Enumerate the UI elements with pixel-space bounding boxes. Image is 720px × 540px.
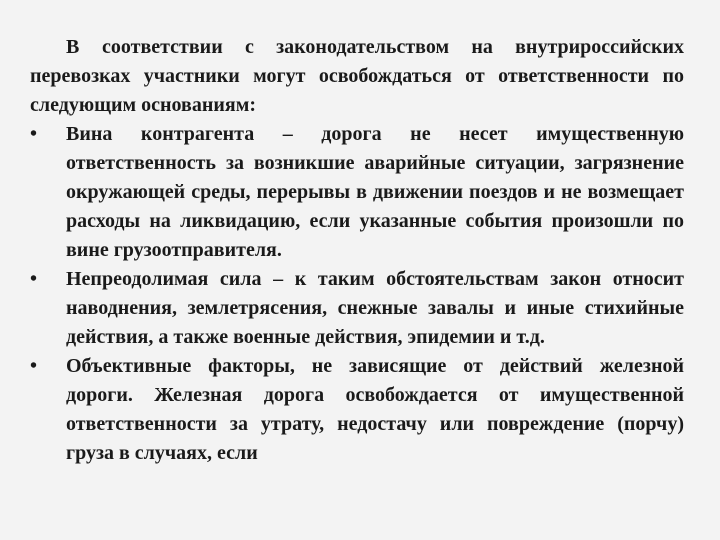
bullet-text-force-majeure: Непреодолимая сила – к таким обстоятельствам закон относит наводнения, землетрясения, снежные завалы и иные стихийные действия, а также военные действия, эпидемии и т.д. xyxy=(66,268,684,348)
intro-text: соответствии с законодательством на внутрироссийских перевозках участники могут освобождаться от ответственности по следующим основаниям: xyxy=(30,36,684,116)
bullet-marker: • xyxy=(30,355,38,377)
bullet-item-guilt xyxy=(30,120,684,265)
bullet-item-force-majeure xyxy=(30,265,684,352)
intro-first-word: В xyxy=(66,36,80,58)
bullet-text-objective-factors: Объективные факторы, не зависящие от действий железной дороги. Железная дорога освобождается от имущественной ответственности за утрату, недостачу или повреждение (порчу) груза в случаях, если xyxy=(66,355,684,464)
bullet-item-objective-factors xyxy=(30,352,684,468)
bullet-marker: • xyxy=(30,123,38,145)
bullet-text-guilt: Вина контрагента – дорога не несет имущественную ответственность за возникшие аварийные ситуации, загрязнение окружающей среды, перерывы в движении поездов и не возмещает расходы на ликвидацию, если указанные события произошли по вине грузоотправителя. xyxy=(66,123,684,261)
intro-paragraph xyxy=(30,33,684,120)
bullet-marker: • xyxy=(30,268,38,290)
document-body xyxy=(30,33,684,468)
